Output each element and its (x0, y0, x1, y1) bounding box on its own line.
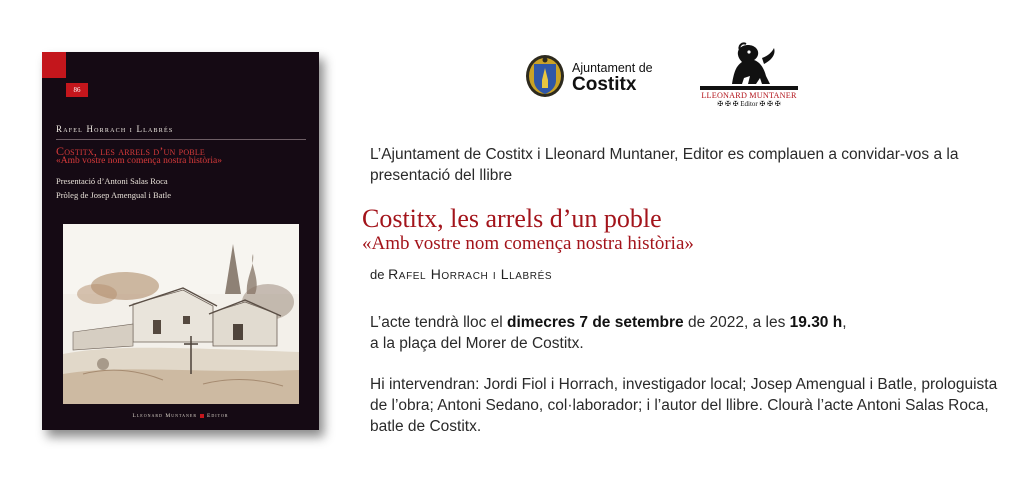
cover-publisher-name: Lleonard Muntaner (132, 413, 197, 419)
cover-illustration (63, 224, 299, 404)
cover-series-number: 86 (66, 83, 88, 97)
cover-author: Rafel Horrach i Llabrés (56, 124, 174, 134)
cover-publisher-square (200, 414, 204, 418)
cover-subtitle: «Amb vostre nom comença nostra història» (56, 156, 222, 166)
lleonard-muntaner-rule (700, 86, 798, 90)
costitx-logo (524, 54, 654, 98)
cover-publisher-editor: Editor (207, 413, 229, 419)
cover-title: Costitx, les arrels d’un poble (56, 144, 206, 158)
lleonard-muntaner-editor: ✠ ✠ ✠ Editor ✠ ✠ ✠ (717, 100, 781, 108)
invitation-intro: L’Ajuntament de Costitx i Lleonard Muntaner, Editor es complauen a convidar-vos a la presentació del llibre (370, 146, 959, 184)
event-place: a la plaça del Morer de Costitx. (370, 335, 584, 352)
book-cover (42, 52, 319, 430)
event-text-2: de 2022, a les (683, 314, 790, 331)
event-text-1: L’acte tendrà lloc el (370, 314, 508, 331)
event-time: 19.30 h (789, 314, 843, 331)
book-subtitle: «Amb vostre nom comença nostra història» (362, 233, 694, 254)
cover-credit-presentation: Presentació d’Antoni Salas Roca (56, 176, 168, 186)
event-details (370, 312, 1010, 354)
cover-divider (56, 139, 306, 140)
costitx-logo-line1: Ajuntament de (572, 61, 653, 75)
cover-red-block (42, 52, 66, 78)
book-byline (370, 266, 552, 282)
book-title: Costitx, les arrels d’un poble (362, 204, 662, 233)
costitx-logo-line2: Costitx (572, 74, 637, 95)
cover-publisher (42, 413, 319, 419)
lleonard-muntaner-logo (698, 42, 802, 110)
event-date: dimecres 7 de setembre (507, 314, 684, 331)
cover-credit-prologue: Pròleg de Josep Amengual i Batle (56, 190, 171, 200)
byline-author: Rafel Horrach i Llabrés (388, 266, 553, 282)
event-text-3: , (842, 314, 847, 331)
lion-icon (722, 42, 778, 86)
speakers-paragraph: Hi intervendran: Jordi Fiol i Horrach, investigador local; Josep Amengual i Batle, prologuista de l’obra; Antoni Sedano, col·laborador; i l’autor del llibre. Clourà l’acte Antoni Salas Roca, batle de Costitx. (370, 376, 998, 435)
costitx-shield-icon (524, 54, 566, 98)
lleonard-muntaner-name: LLEONARD MUNTANER (701, 91, 797, 100)
byline-prefix: de (370, 267, 385, 282)
